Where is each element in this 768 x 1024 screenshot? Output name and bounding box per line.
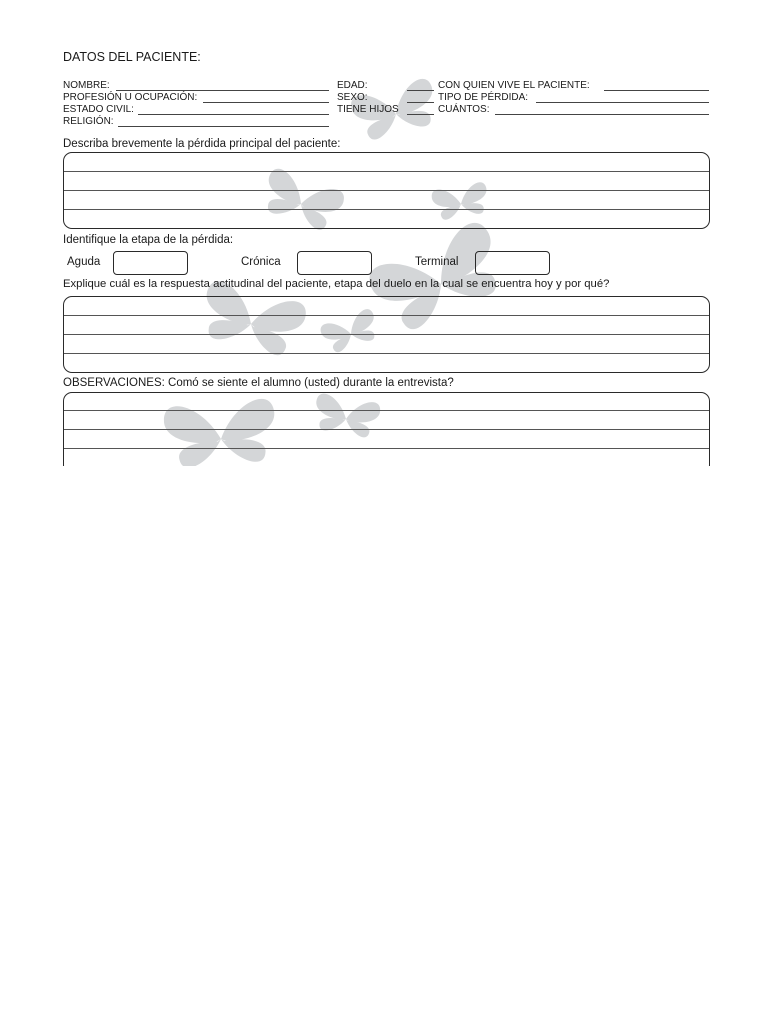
- question-respuesta-actitudinal: Explique cuál es la respuesta actitudinal del paciente, etapa del duelo en la cual se encuentra hoy y por qué?: [63, 278, 610, 290]
- sexo-field[interactable]: [407, 102, 434, 103]
- stage-label-cronica: Crónica: [241, 256, 281, 268]
- label-tipo-perdida: TIPO DE PÉRDIDA:: [438, 92, 529, 103]
- stage-terminal-checkbox[interactable]: [475, 251, 550, 275]
- label-estado-civil: ESTADO CIVIL:: [63, 104, 134, 115]
- stage-label-aguda: Aguda: [67, 256, 101, 268]
- form-title: DATOS DEL PACIENTE:: [63, 50, 201, 64]
- question-observaciones: OBSERVACIONES: Comó se siente el alumno (usted) durante la entrevista?: [63, 377, 454, 389]
- edad-field[interactable]: [407, 90, 434, 91]
- cuantos-field[interactable]: [495, 114, 709, 115]
- religion-field[interactable]: [118, 126, 329, 127]
- profesion-field[interactable]: [203, 102, 329, 103]
- label-nombre: NOMBRE:: [63, 80, 110, 91]
- stage-aguda-checkbox[interactable]: [113, 251, 188, 275]
- tipo-perdida-field[interactable]: [536, 102, 709, 103]
- label-religion: RELIGIÓN:: [63, 116, 114, 127]
- estado-civil-field[interactable]: [138, 114, 329, 115]
- stage-cronica-checkbox[interactable]: [297, 251, 372, 275]
- nombre-field[interactable]: [116, 90, 329, 91]
- label-con-quien-vive: CON QUIEN VIVE EL PACIENTE:: [438, 80, 590, 91]
- question-etapa-perdida: Identifique la etapa de la pérdida:: [63, 234, 234, 246]
- label-edad: EDAD:: [337, 80, 368, 91]
- stage-label-terminal: Terminal: [415, 256, 459, 268]
- tiene-hijos-field[interactable]: [407, 114, 434, 115]
- respuesta-actitudinal-textarea[interactable]: [63, 296, 710, 373]
- label-sexo: SEXO:: [337, 92, 368, 103]
- label-cuantos: CUÁNTOS:: [438, 104, 490, 115]
- label-tiene-hijos: TIENE HIJOS: [337, 104, 399, 115]
- label-profesion: PROFESIÓN U OCUPACIÓN:: [63, 92, 198, 103]
- con-quien-vive-field[interactable]: [604, 90, 709, 91]
- form-sheet: [46, 44, 724, 466]
- perdida-principal-textarea[interactable]: [63, 152, 710, 229]
- observaciones-textarea[interactable]: [63, 392, 710, 466]
- question-perdida-principal: Describa brevemente la pérdida principal del paciente:: [63, 138, 341, 150]
